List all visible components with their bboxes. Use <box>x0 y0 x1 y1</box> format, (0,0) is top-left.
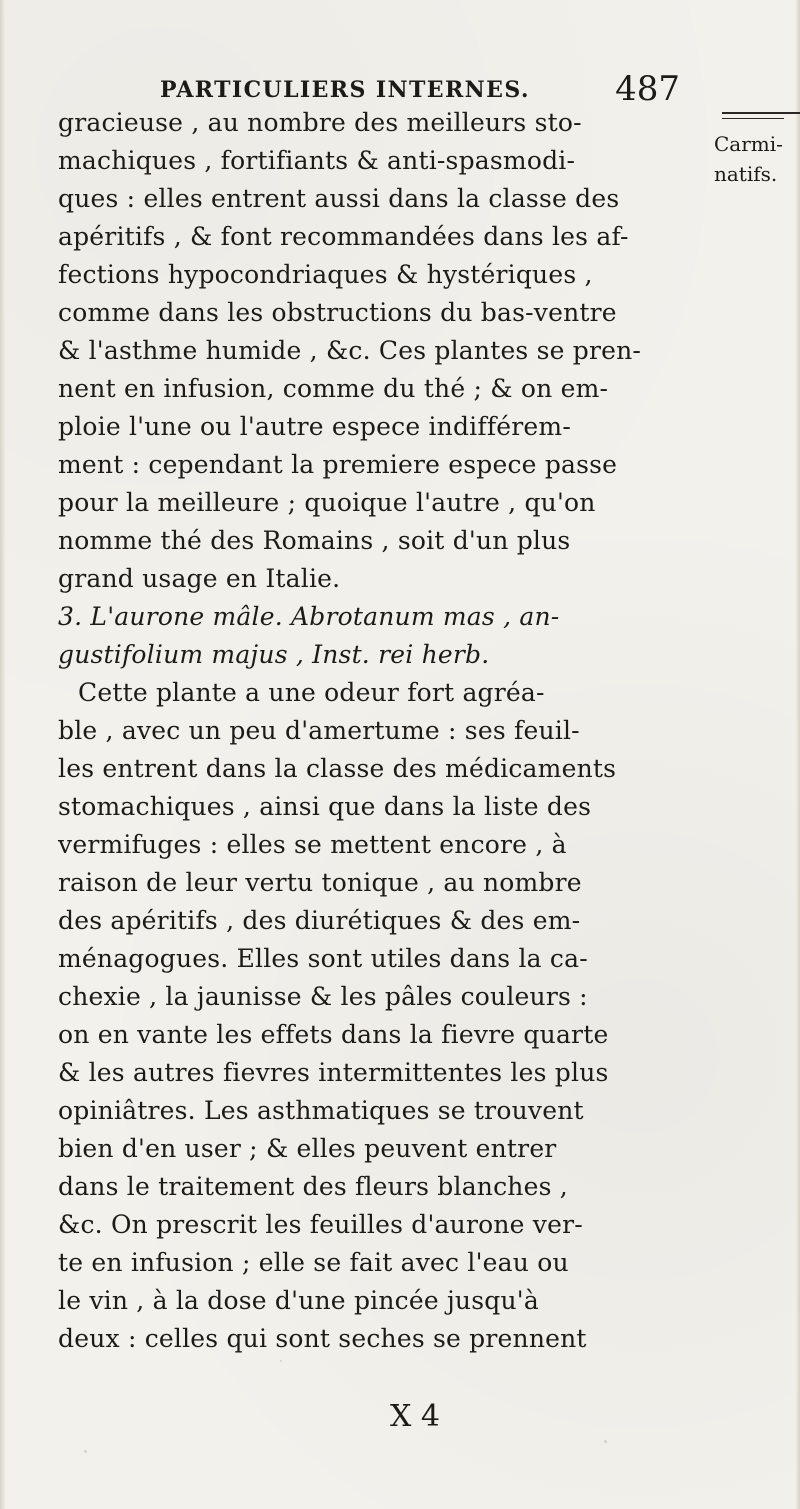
body-line-8: nent en infusion, comme du thé ; & on em- <box>58 374 609 403</box>
paper-speck <box>84 1450 87 1453</box>
body-line-11: pour la meilleure ; quoique l'autre , qu'on <box>58 488 596 517</box>
body-line-23: ménagogues. Elles sont utiles dans la ca- <box>58 944 588 973</box>
page-left-edge <box>0 0 6 1509</box>
body-line-7: & l'asthme humide , &c. Ces plantes se pren- <box>58 336 642 365</box>
body-line-20: vermifuges : elles se mettent encore , à <box>58 830 567 859</box>
paper-speck <box>604 1440 607 1443</box>
body-line-4: apéritifs , & font recommandées dans les af- <box>58 222 629 251</box>
body-line-33: deux : celles qui sont seches se prennent <box>58 1324 587 1353</box>
body-line-19: stomachiques , ainsi que dans la liste des <box>58 792 592 821</box>
running-head: PARTICULIERS INTERNES. <box>160 77 530 103</box>
page-right-edge <box>795 0 800 1509</box>
body-line-30: &c. On prescrit les feuilles d'aurone ver- <box>58 1210 583 1239</box>
body-line-31: te en infusion ; elle se fait avec l'eau ou <box>58 1248 569 1277</box>
margin-note-line-2: natifs. <box>714 162 778 186</box>
body-line-18: les entrent dans la classe des médicaments <box>58 754 617 783</box>
margin-rule-secondary <box>722 118 784 119</box>
body-line-25: on en vante les effets dans la fievre quarte <box>58 1020 609 1049</box>
body-text <box>58 110 706 1375</box>
margin-note <box>714 104 798 194</box>
body-line-3: ques : elles entrent aussi dans la classe des <box>58 184 620 213</box>
paper-speck <box>280 1360 282 1362</box>
body-line-27: opiniâtres. Les asthmatiques se trouvent <box>58 1096 584 1125</box>
body-line-29: dans le traitement des fleurs blanches , <box>58 1172 568 1201</box>
body-line-21: raison de leur vertu tonique , au nombre <box>58 868 582 897</box>
margin-rule <box>722 112 800 114</box>
body-line-14: 3. L'aurone mâle. Abrotanum mas , an- <box>58 602 560 631</box>
body-line-16: Cette plante a une odeur fort agréa- <box>78 678 545 707</box>
body-line-22: des apéritifs , des diurétiques & des em- <box>58 906 581 935</box>
body-line-17: ble , avec un peu d'amertume : ses feuil- <box>58 716 580 745</box>
body-line-10: ment : cependant la premiere espece passe <box>58 450 618 479</box>
margin-note-line-1: Carmi- <box>714 132 783 156</box>
body-line-32: le vin , à la dose d'une pincée jusqu'à <box>58 1286 539 1315</box>
body-line-12: nomme thé des Romains , soit d'un plus <box>58 526 571 555</box>
body-line-26: & les autres fievres intermittentes les plus <box>58 1058 609 1087</box>
body-line-13: grand usage en Italie. <box>58 564 341 593</box>
body-line-5: fections hypocondriaques & hystériques , <box>58 260 593 289</box>
body-line-28: bien d'en user ; & elles peuvent entrer <box>58 1134 557 1163</box>
body-line-6: comme dans les obstructions du bas-ventre <box>58 298 617 327</box>
signature-mark: X 4 <box>390 1399 440 1434</box>
page-number: 487 <box>615 69 680 109</box>
body-line-1: gracieuse , au nombre des meilleurs sto- <box>58 108 582 137</box>
body-line-15: gustifolium majus , Inst. rei herb. <box>58 640 490 669</box>
body-line-9: ploie l'une ou l'autre espece indifférem- <box>58 412 571 441</box>
body-line-2: machiques , fortifiants & anti-spasmodi- <box>58 146 576 175</box>
body-line-24: chexie , la jaunisse & les pâles couleurs : <box>58 982 588 1011</box>
